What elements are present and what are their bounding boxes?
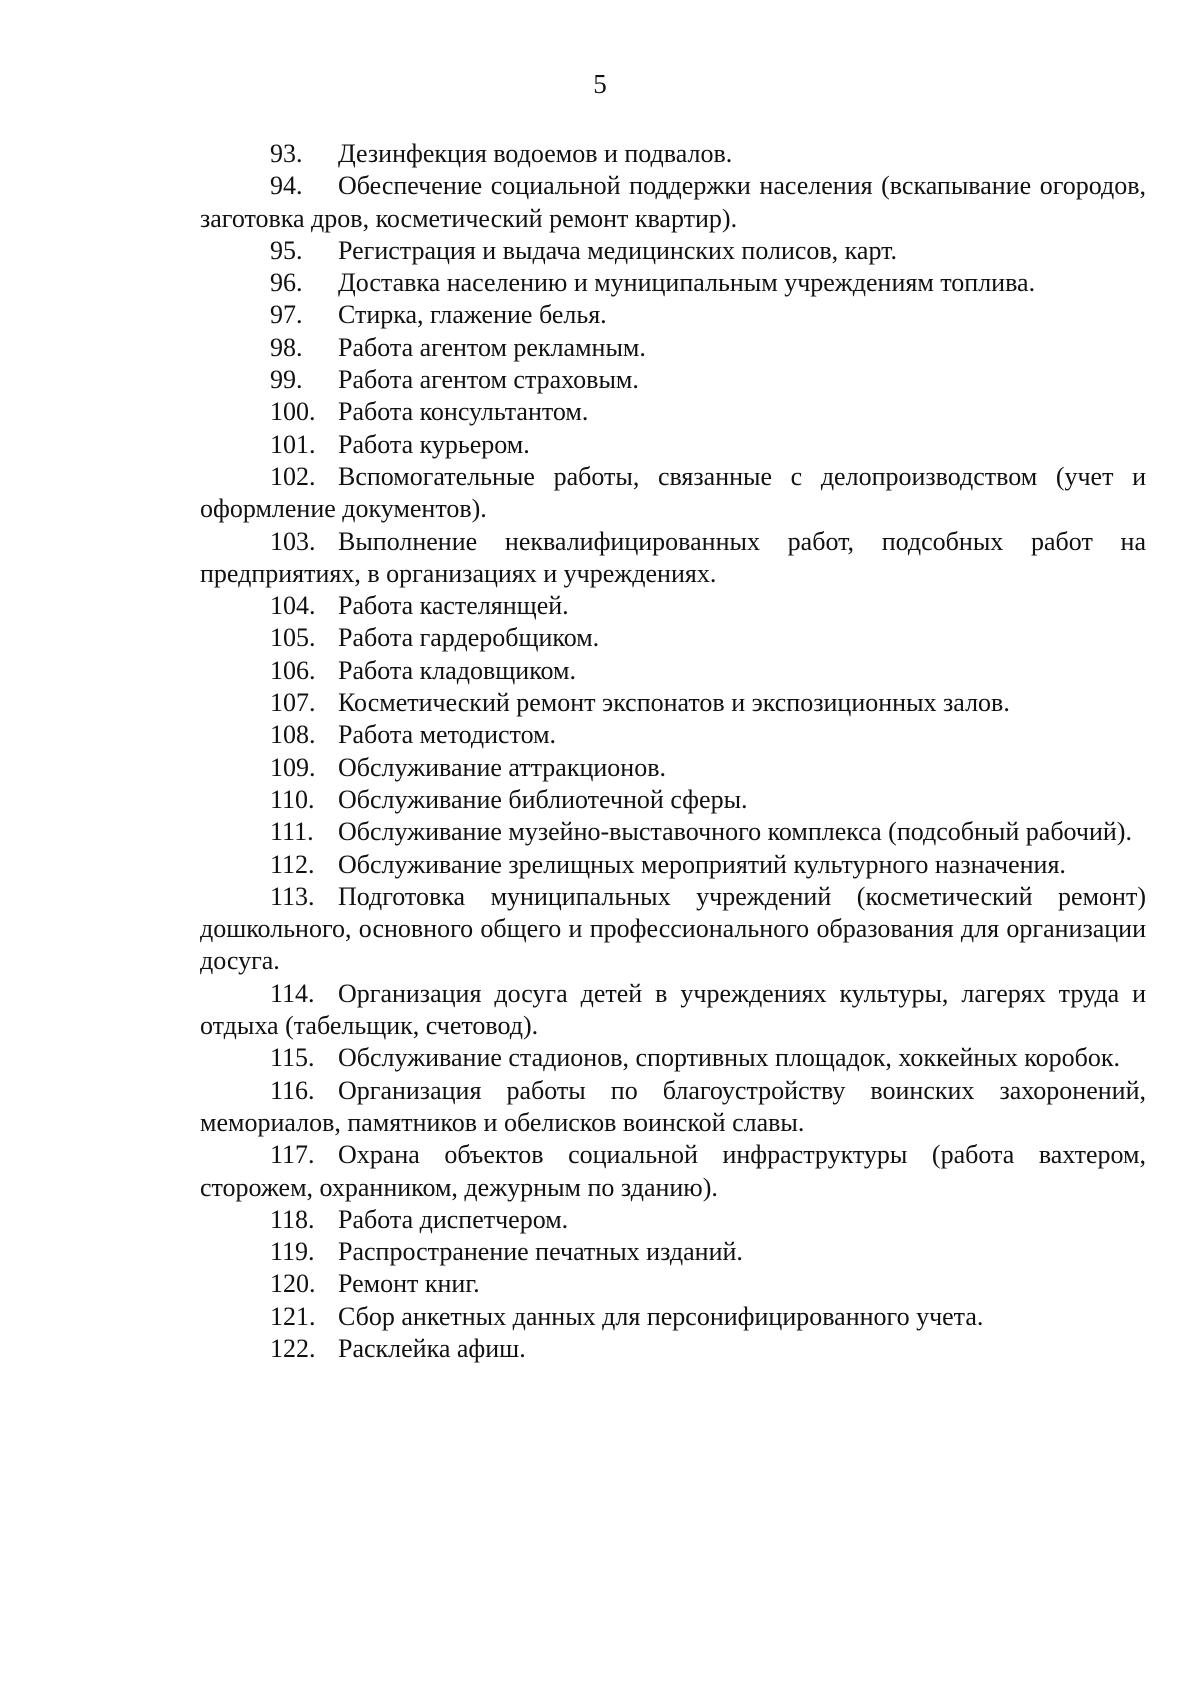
list-item <box>200 1268 1146 1300</box>
item-number: 98. <box>270 332 303 362</box>
item-text: Обслуживание библиотечной сферы. <box>338 784 748 814</box>
item-text: Ремонт книг. <box>338 1269 480 1299</box>
item-number: 97. <box>270 300 303 330</box>
item-text: Работа диспетчером. <box>338 1204 569 1234</box>
list-item <box>200 1333 1146 1365</box>
item-number: 106. <box>270 655 316 685</box>
item-number: 116. <box>270 1075 315 1105</box>
item-text: Дезинфекция водоемов и подвалов. <box>338 139 733 168</box>
list-item <box>200 364 1146 396</box>
item-text: Доставка населению и муниципальным учреждениям топлива. <box>338 268 1036 298</box>
list-item <box>200 816 1146 848</box>
item-text: Работа кастелянщей. <box>338 591 569 621</box>
item-text: Подготовка муниципальных учреждений (косметический ремонт) дошкольного, основного общего и профессионального образования для организации досуга. <box>200 881 1146 976</box>
item-number: 109. <box>270 752 316 782</box>
item-text: Обеспечение социальной поддержки населения (вскапывание огородов, заготовка дров, косметический ремонт квартир). <box>200 171 1146 233</box>
list-item <box>200 719 1146 751</box>
list-item <box>200 752 1146 784</box>
list-item <box>200 235 1146 267</box>
item-text: Работа курьером. <box>338 429 530 459</box>
list-item <box>200 784 1146 816</box>
item-text: Сбор анкетных данных для персонифицированного учета. <box>338 1301 984 1331</box>
item-number: 114. <box>270 978 315 1008</box>
item-number: 100. <box>270 397 316 427</box>
item-number: 112. <box>270 849 315 879</box>
item-number: 96. <box>270 268 303 298</box>
item-text: Вспомогательные работы, связанные с делопроизводством (учет и оформление документов). <box>200 461 1146 524</box>
item-text: Стирка, глажение белья. <box>338 300 607 330</box>
item-text: Косметический ремонт экспонатов и экспозиционных залов. <box>338 688 1010 718</box>
list-item <box>200 1139 1146 1204</box>
list-item <box>200 655 1146 687</box>
item-number: 99. <box>270 365 303 395</box>
list-item <box>200 687 1146 719</box>
list-item <box>200 1042 1146 1074</box>
item-text: Работа гардеробщиком. <box>338 623 600 653</box>
item-number: 110. <box>270 784 315 814</box>
item-number: 107. <box>270 688 316 718</box>
list-item <box>200 1301 1146 1333</box>
list-item <box>200 978 1146 1043</box>
page-number: 5 <box>593 69 607 99</box>
item-number: 121. <box>270 1301 316 1331</box>
list-item <box>200 267 1146 299</box>
item-text: Работа методистом. <box>338 720 557 750</box>
item-number: 108. <box>270 720 316 750</box>
item-number: 101. <box>270 429 316 459</box>
list-item <box>200 1075 1146 1140</box>
list-item <box>200 332 1146 364</box>
item-text: Расклейка афиш. <box>338 1333 526 1363</box>
numbered-list <box>200 138 1146 1365</box>
list-item <box>200 1236 1146 1268</box>
list-item <box>200 881 1146 978</box>
list-item <box>200 526 1146 591</box>
list-item <box>200 170 1146 235</box>
list-item <box>200 590 1146 622</box>
item-number: 102. <box>270 461 316 491</box>
list-item <box>200 396 1146 428</box>
item-text: Организация работы по благоустройству воинских захоронений, мемориалов, памятников и обелисков воинской славы. <box>200 1075 1146 1137</box>
item-text: Работа консультантом. <box>338 397 589 427</box>
item-number: 120. <box>270 1269 316 1299</box>
item-text: Организация досуга детей в учреждениях культуры, лагерях труда и отдыха (табельщик, счетовод). <box>200 978 1146 1041</box>
item-text: Обслуживание зрелищных мероприятий культурного назначения. <box>338 849 1066 879</box>
item-number: 113. <box>270 881 315 911</box>
item-number: 95. <box>270 235 303 265</box>
list-item <box>200 429 1146 461</box>
item-number: 111. <box>270 817 314 847</box>
item-number: 115. <box>270 1043 315 1073</box>
item-text: Обслуживание аттракционов. <box>338 752 666 782</box>
list-item <box>200 849 1146 881</box>
item-number: 94. <box>270 171 303 201</box>
item-number: 122. <box>270 1333 316 1363</box>
item-number: 118. <box>270 1204 315 1234</box>
item-text: Распространение печатных изданий. <box>338 1237 743 1267</box>
list-item <box>200 1204 1146 1236</box>
item-number: 105. <box>270 623 316 653</box>
item-text: Выполнение неквалифицированных работ, подсобных работ на предприятиях, в организациях и учреждениях. <box>200 526 1146 588</box>
item-number: 119. <box>270 1237 315 1267</box>
list-item <box>200 461 1146 526</box>
item-number: 104. <box>270 591 316 621</box>
item-text: Охрана объектов социальной инфраструктуры (работа вахтером, сторожем, охранником, дежурным по зданию). <box>200 1140 1146 1202</box>
item-text: Работа кладовщиком. <box>338 655 576 685</box>
item-text: Обслуживание стадионов, спортивных площадок, хоккейных коробок. <box>338 1043 1120 1073</box>
list-item <box>200 622 1146 654</box>
item-text: Работа агентом страховым. <box>338 365 639 395</box>
item-text: Регистрация и выдача медицинских полисов, карт. <box>338 235 898 265</box>
item-text: Обслуживание музейно-выставочного комплекса (подсобный рабочий). <box>338 817 1132 847</box>
item-number: 103. <box>270 526 316 556</box>
item-text: Работа агентом рекламным. <box>338 332 646 362</box>
item-number: 117. <box>270 1140 315 1170</box>
list-item <box>200 138 1146 170</box>
item-number: 93. <box>270 139 303 168</box>
list-item <box>200 299 1146 331</box>
